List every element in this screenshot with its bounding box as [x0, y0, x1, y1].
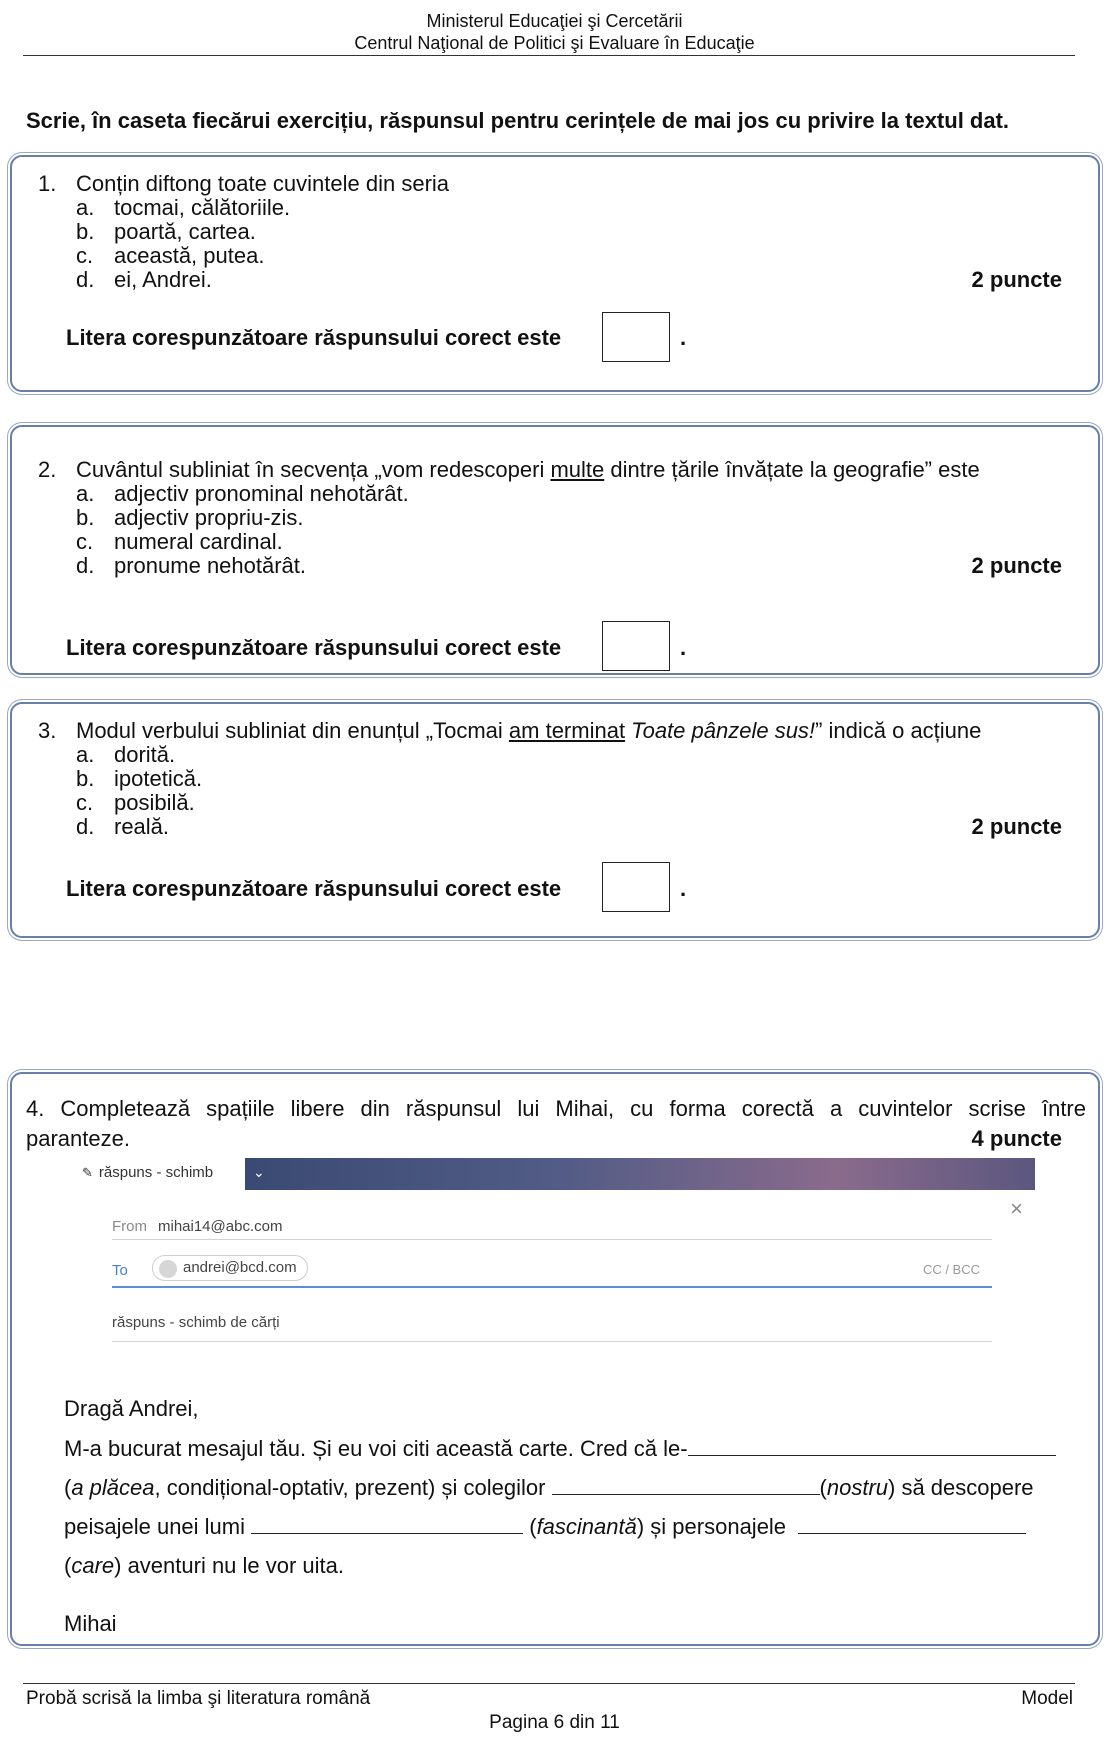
- blank-1[interactable]: [688, 1436, 1056, 1456]
- from-value: mihai14@abc.com: [158, 1218, 283, 1235]
- footer-page-number: Pagina 6 din 11: [489, 1712, 620, 1733]
- cc-bcc-link[interactable]: CC / BCC: [922, 1262, 980, 1277]
- blank-2[interactable]: [552, 1475, 820, 1495]
- option-d: d. pronume nehotărât.: [76, 553, 307, 578]
- letter-line-1: M-a bucurat mesajul tău. Și eu voi citi această carte. Cred că le-: [64, 1436, 1074, 1462]
- option-c: c. această, putea.: [76, 243, 265, 268]
- header-ministry: Ministerul Educaţiei şi Cercetării: [426, 11, 683, 31]
- option-b: b. ipotetică.: [76, 766, 203, 791]
- letter-greeting: Dragă Andrei,: [64, 1396, 199, 1421]
- footer-rule: [23, 1683, 1075, 1684]
- option-c: c. numeral cardinal.: [76, 529, 283, 554]
- answer-input-box[interactable]: [602, 862, 670, 912]
- answer-input-box[interactable]: [602, 621, 670, 671]
- underlined-verb: am terminat: [508, 718, 626, 743]
- email-to-row[interactable]: [112, 1248, 992, 1288]
- email-from-row: [112, 1206, 992, 1240]
- question-4-text-cont: paranteze.: [26, 1126, 130, 1151]
- chevron-down-icon[interactable]: ⌄: [253, 1164, 265, 1180]
- subject-value: răspuns - schimb de cărți: [112, 1314, 280, 1331]
- answer-label: Litera corespunzătoare răspunsului corect este: [66, 635, 562, 660]
- option-c: c. posibilă.: [76, 790, 195, 815]
- question-3-text: 3. Modul verbului subliniat din enunțul „Tocmai am terminat Toate pânzele sus!” indică o acțiune: [38, 718, 982, 743]
- from-label: From: [112, 1218, 147, 1235]
- option-d: d. ei, Andrei.: [76, 267, 212, 292]
- question-2-box: [10, 425, 1100, 675]
- option-a: a. adjectiv pronominal nehotărât.: [76, 481, 409, 506]
- option-d: d. reală.: [76, 814, 170, 839]
- letter-line-3: peisajele unei lumi (fascinantă) și personajele: [64, 1514, 1074, 1540]
- email-top-bar: [70, 1158, 1035, 1190]
- option-a: a. dorită.: [76, 742, 176, 767]
- book-title: Toate pânzele sus!: [625, 718, 816, 743]
- answer-label: Litera corespunzătoare răspunsului corect este: [66, 876, 562, 901]
- underlined-word: multe: [550, 457, 605, 482]
- question-number: 1.: [38, 171, 57, 196]
- footer-model: Model: [1021, 1688, 1073, 1709]
- points-label: 2 puncte: [971, 267, 1062, 292]
- page-header: [0, 10, 1109, 54]
- header-center: Centrul Naţional de Politici şi Evaluare în Educaţie: [354, 33, 755, 53]
- pencil-icon: ✎: [82, 1165, 93, 1180]
- answer-input-box[interactable]: [602, 312, 670, 362]
- question-3-box: [10, 702, 1100, 938]
- answer-period: .: [680, 635, 687, 660]
- answer-period: .: [680, 325, 687, 350]
- points-label: 4 puncte: [971, 1126, 1062, 1151]
- close-icon[interactable]: ×: [1010, 1196, 1023, 1221]
- question-2-text: 2. Cuvântul subliniat în secvența „vom redescoperi multe dintre țările învățate la geografie” este: [38, 457, 980, 482]
- letter-line-2: (a plăcea, condițional-optativ, prezent) și colegilor (nostru) să descopere: [64, 1475, 1034, 1500]
- answer-label: Litera corespunzătoare răspunsului corect este: [66, 325, 562, 350]
- letter-line-4: (care) aventuri nu le vor uita.: [64, 1553, 345, 1578]
- letter-signature: Mihai: [64, 1611, 117, 1636]
- email-tab-title[interactable]: ✎ răspuns - schimb: [82, 1164, 214, 1181]
- option-a: a. tocmai, călătoriile.: [76, 195, 291, 220]
- email-banner: [245, 1158, 1035, 1190]
- points-label: 2 puncte: [971, 814, 1062, 839]
- question-1-text: 1. Conțin diftong toate cuvintele din seria: [38, 171, 450, 196]
- blank-3[interactable]: [251, 1514, 523, 1534]
- question-1-box: [10, 155, 1100, 392]
- option-b: b. adjectiv propriu-zis.: [76, 505, 304, 530]
- answer-period: .: [680, 876, 687, 901]
- to-label: To: [112, 1262, 128, 1279]
- footer-exam-title: Probă scrisă la limba şi literatura română: [26, 1688, 371, 1709]
- recipient-chip[interactable]: andrei@bcd.com: [152, 1255, 308, 1281]
- blank-4[interactable]: [798, 1514, 1026, 1534]
- avatar-icon: [159, 1260, 177, 1278]
- question-4-text: 4. Completează spațiile libere din răspunsul lui Mihai, cu forma corectă a cuvintelor scrise între: [26, 1096, 1086, 1121]
- points-label: 2 puncte: [971, 553, 1062, 578]
- header-rule: [23, 55, 1075, 56]
- instruction-text: Scrie, în caseta fiecărui exercițiu, răspunsul pentru cerințele de mai jos cu privire la textul dat.: [26, 108, 1010, 133]
- email-screenshot: [70, 1158, 1035, 1348]
- option-b: b. poartă, cartea.: [76, 219, 256, 244]
- email-subject-row[interactable]: [112, 1298, 992, 1342]
